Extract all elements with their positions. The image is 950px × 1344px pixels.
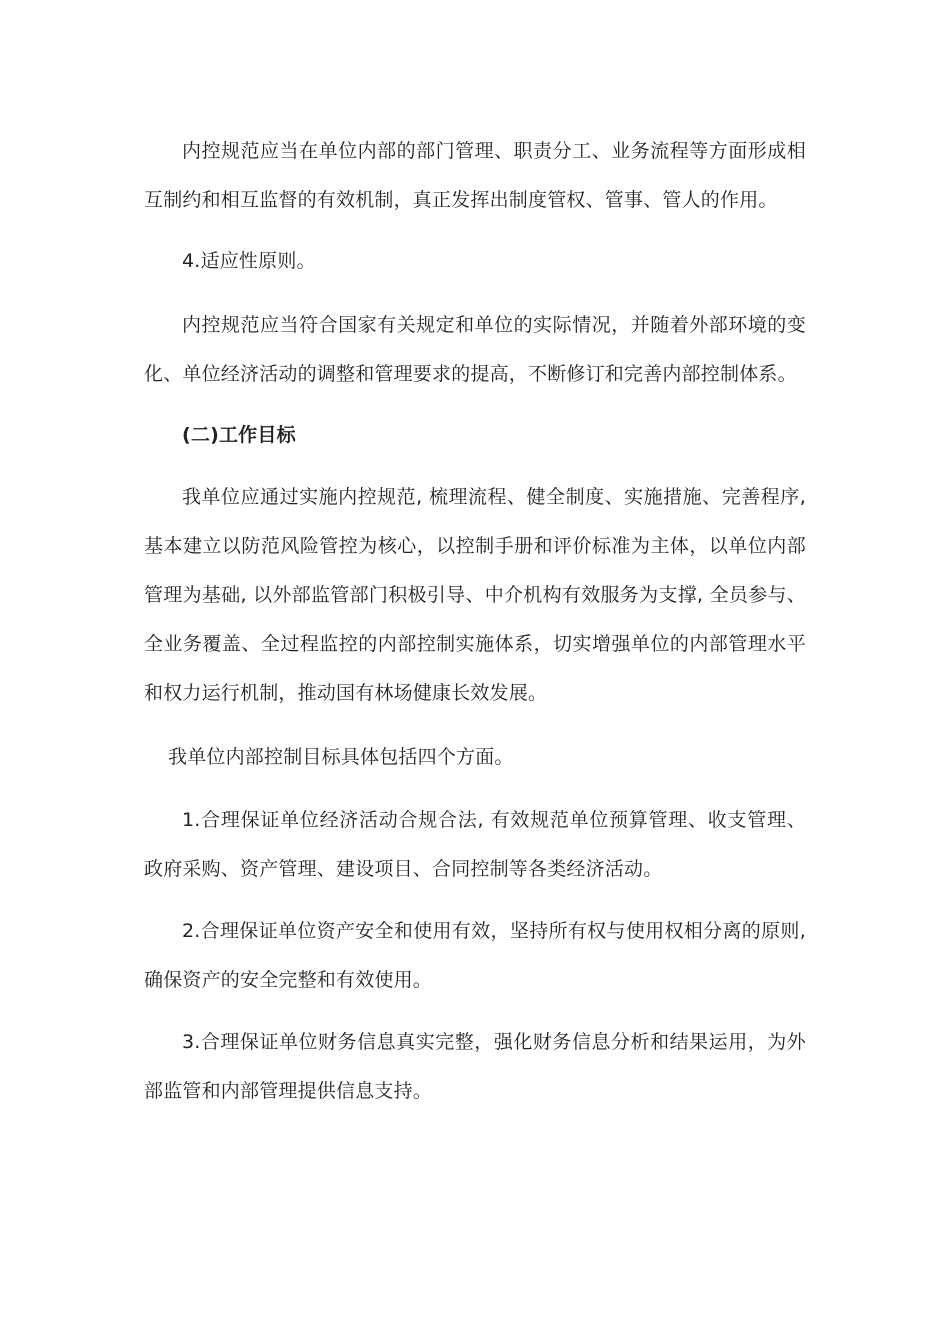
text-body: 单位内部控制目标具体包括 [187, 746, 418, 768]
text-mid-serif: 四 [417, 746, 437, 768]
paragraph-goal-1: 1.合理保证单位经济活动合规合法, 有效规范单位预算管理、收支管理、政府采购、资产管理、建设项目、合同控制等各类经济活动。 [144, 809, 806, 880]
paragraph-goal-2: 2.合理保证单位资产安全和使用有效，坚持所有权与使用权相分离的原则, 确保资产的安全完整和有效使用。 [144, 920, 806, 991]
text-end: 。 [528, 682, 548, 704]
text-body: 应通过实施内控规范, 梳理流程、健全制度、实施措施、完善程序, 基本建立以防范风险管控为核心，以控制手册和评价标准为主体，以单位内部管理为基础, 以外部监管部门积极引导、中介机构有效服务为支撑, 全员参与、全业务覆盖、全过程监控的内部控制实施体系，切实增强单位的内部管理水平和权力运行机制，推动 [144, 486, 806, 704]
section-heading-work-goals: (二)工作目标 [182, 424, 296, 446]
text-end: 个方面。 [436, 746, 514, 768]
text-lead-serif: 我单位 [182, 486, 241, 508]
text-tail-serif: 国有林场健康长效发展 [336, 682, 529, 704]
paragraph-goal-3: 3.合理保证单位财务信息真实完整，强化财务信息分析和结果运用，为外部监管和内部管理提供信息支持。 [144, 1031, 806, 1102]
paragraph-work-goals-description [144, 473, 806, 718]
text-lead-serif: 我 [168, 746, 188, 768]
paragraph-adaptability-principle: 4.适应性原则。 [182, 250, 316, 272]
paragraph-goals-intro [144, 733, 806, 782]
paragraph-internal-control-mechanism: 内控规范应当在单位内部的部门管理、职责分工、业务流程等方面形成相互制约和相互监督的有效机制，真正发挥出制度管权、管事、管人的作用。 [144, 140, 806, 211]
paragraph-adaptability-description: 内控规范应当符合国家有关规定和单位的实际情况，并随着外部环境的变化、单位经济活动的调整和管理要求的提高，不断修订和完善内部控制体系。 [144, 314, 806, 385]
